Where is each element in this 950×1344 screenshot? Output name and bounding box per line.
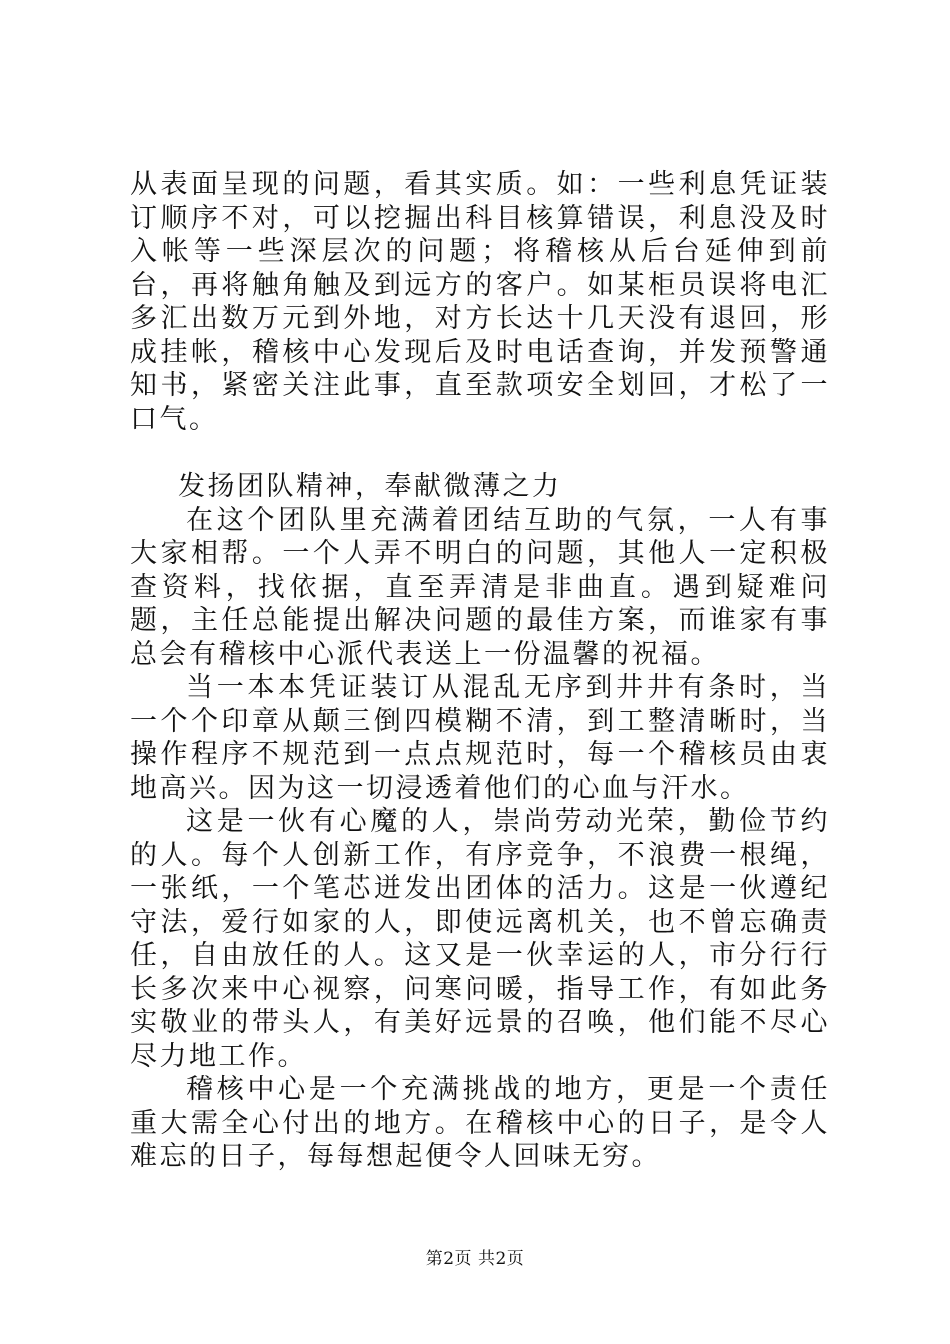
section-heading: 发扬团队精神，奉献微薄之力 — [178, 471, 562, 502]
body-paragraph: 这是一伙有心魔的人，崇尚劳动光荣，勤俭节约的人。每个人创新工作，有序竞争，不浪费一根绳，一张纸，一个笔芯迸发出团体的活力。这是一伙遵纪守法，爱行如家的人，即使远离机关，也不曾忘确责任，自由放任的人。这又是一伙幸运的人，市分行行长多次来中心视察，问寒问暖，指导工作，有如此务实敬业的带头人，有美好远景的召唤，他们能不尽心尽力地工作。 — [130, 806, 830, 1072]
body-paragraph: 从表面呈现的问题，看其实质。如：一些利息凭证装订顺序不对，可以挖掘出科目核算错误，利息没及时入帐等一些深层次的问题；将稽核从后台延伸到前台，再将触角触及到远方的客户。如某柜员误将电汇多汇出数万元到外地，对方长达十几天没有退回，形成挂帐，稽核中心发现后及时电话查询，并发预警通知书，紧密关注此事，直至款项安全划回，才松了一口气。 — [130, 169, 830, 435]
body-paragraph: 在这个团队里充满着团结互助的气氛，一人有事大家相帮。一个人弄不明白的问题，其他人一定积极查资料，找依据，直至弄清是非曲直。遇到疑难问题，主任总能提出解决问题的最佳方案，而谁家有事总会有稽核中心派代表送上一份温馨的祝福。 — [130, 504, 830, 670]
body-paragraph: 稽核中心是一个充满挑战的地方，更是一个责任重大需全心付出的地方。在稽核中心的日子，是令人难忘的日子，每每想起便令人回味无穷。 — [130, 1074, 830, 1172]
document-body — [130, 168, 830, 1174]
page-number-footer: 第2页 共2页 — [425, 1249, 525, 1269]
body-paragraph: 当一本本凭证装订从混乱无序到井井有条时，当一个个印章从颠三倒四模糊不清，到工整清晰时，当操作程序不规范到一点点规范时，每一个稽核员由衷地高兴。因为这一切浸透着他们的心血与汗水。 — [130, 672, 830, 804]
